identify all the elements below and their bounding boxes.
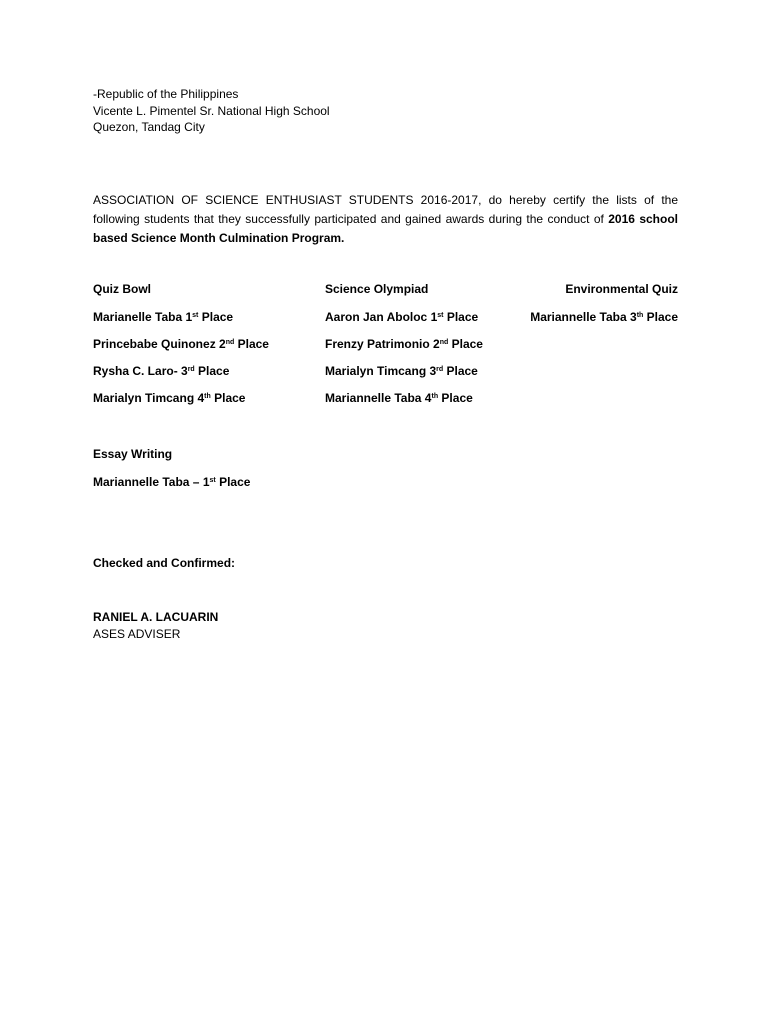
paragraph-text: ASSOCIATION OF SCIENCE ENTHUSIAST STUDENTS 2016-2017, do hereby certify the lists of the following students that they successfully participated and gained awards during the conduct of	[93, 193, 678, 226]
header-school: Vicente L. Pimentel Sr. National High School	[93, 103, 330, 118]
entry-name: Marianelle Taba 1	[93, 310, 193, 324]
checked-and-confirmed: Checked and Confirmed:	[93, 556, 236, 570]
entry-name: Rysha C. Laro- 3	[93, 364, 188, 378]
entry-place: Place	[234, 337, 269, 351]
entry-ordinal: th	[204, 393, 211, 400]
header-country: -Republic of the Philippines	[93, 87, 239, 101]
award-entry	[93, 390, 269, 417]
entry-ordinal: rd	[436, 366, 444, 373]
entry-place: Place	[210, 391, 246, 405]
column-title: Quiz Bowl	[93, 282, 151, 296]
column-quiz-bowl	[93, 281, 269, 417]
certificate-page	[93, 86, 678, 641]
column-title: Environmental Quiz	[565, 282, 678, 296]
column-science-olympiad	[325, 281, 483, 417]
award-entry	[325, 336, 483, 363]
award-entry	[93, 474, 250, 501]
entry-name: Frenzy Patrimonio 2	[325, 337, 440, 351]
entry-name: Mariannelle Taba 4	[325, 391, 432, 405]
entry-place: Place	[443, 310, 479, 324]
entry-ordinal: st	[437, 312, 444, 319]
signatory	[93, 609, 218, 642]
entry-name: Mariannelle Taba 3	[530, 310, 637, 324]
entry-place: Place	[643, 310, 678, 324]
entry-ordinal: rd	[187, 366, 195, 373]
entry-ordinal: nd	[225, 339, 235, 346]
entry-place: Place	[198, 310, 234, 324]
entry-name: Mariannelle Taba – 1	[93, 475, 210, 489]
signer-name: RANIEL A. LACUARIN	[93, 610, 219, 624]
essay-title: Essay Writing	[93, 447, 173, 461]
entry-ordinal: st	[209, 477, 216, 484]
award-entry	[325, 309, 483, 336]
column-environmental-quiz	[530, 281, 678, 336]
entry-ordinal: th	[636, 312, 644, 319]
entry-ordinal: nd	[439, 339, 449, 346]
award-entry	[93, 309, 269, 336]
award-entry	[93, 363, 269, 390]
entry-place: Place	[215, 475, 251, 489]
entry-name: Marialyn Timcang 4	[93, 391, 205, 405]
award-entry	[530, 309, 678, 336]
entry-place: Place	[194, 364, 230, 378]
entry-name: Aaron Jan Aboloc 1	[325, 310, 438, 324]
entry-ordinal: st	[192, 312, 199, 319]
section-essay-writing	[93, 446, 250, 501]
column-title: Science Olympiad	[325, 282, 429, 296]
entry-place: Place	[448, 337, 483, 351]
award-entry	[325, 390, 483, 417]
paragraph-program: 2016 school based Science Month Culmination Program.	[93, 212, 678, 245]
signer-title: ASES ADVISER	[93, 626, 181, 641]
award-entry	[93, 336, 269, 363]
awards-table	[93, 281, 678, 411]
entry-ordinal: th	[431, 393, 439, 400]
letterhead	[93, 86, 678, 136]
entry-place: Place	[443, 364, 478, 378]
entry-place: Place	[438, 391, 473, 405]
entry-name: Princebabe Quinonez 2	[93, 337, 226, 351]
header-address: Quezon, Tandag City	[93, 120, 205, 134]
certification-paragraph	[93, 191, 678, 248]
entry-name: Marialyn Timcang 3	[325, 364, 437, 378]
award-entry	[325, 363, 483, 390]
